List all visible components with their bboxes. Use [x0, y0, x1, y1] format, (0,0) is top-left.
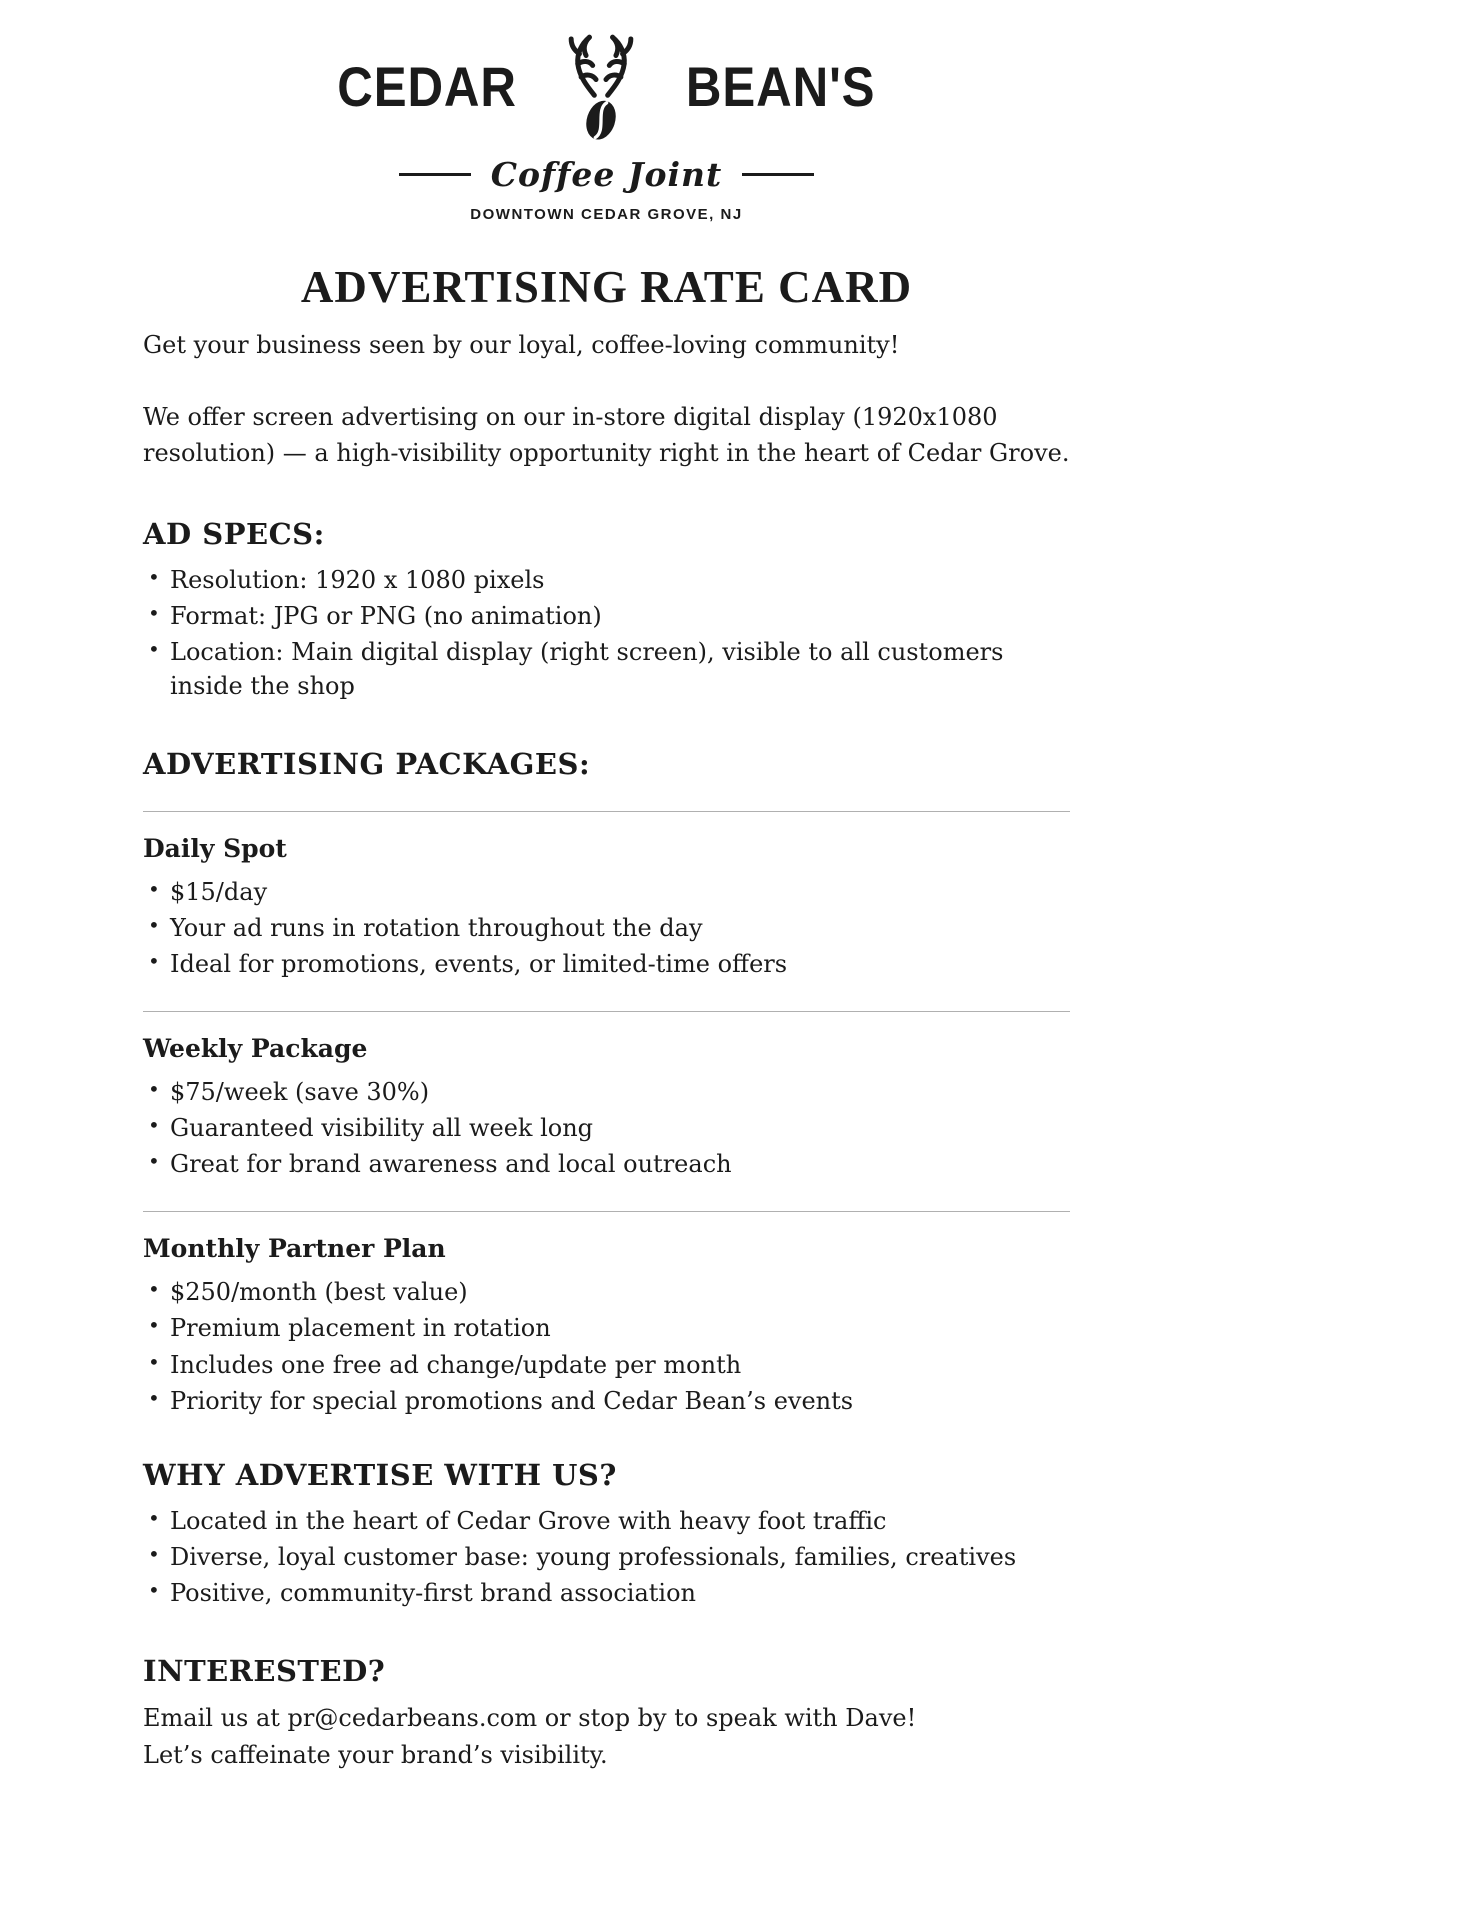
brand-name-left: CEDAR: [337, 55, 517, 118]
bullet-item: • Location: Main digital display (right screen), visible to all customers inside the shop: [143, 635, 1070, 703]
contact-line-email: Email us at pr@cedarbeans.com or stop by to speak with Dave!: [143, 1703, 917, 1732]
bullet-item: • Great for brand awareness and local outreach: [143, 1147, 1070, 1181]
plan-daily-list: [143, 875, 1070, 981]
document-page: [143, 0, 1070, 1774]
bullet-item: • Includes one free ad change/update per month: [143, 1348, 1070, 1382]
tagline-right-dash: [742, 173, 814, 176]
why-advertise-list: [143, 1504, 1070, 1610]
brand-logo: [143, 18, 1070, 223]
why-advertise-heading: WHY ADVERTISE WITH US?: [143, 1457, 617, 1492]
bullet-item: • Format: JPG or PNG (no animation): [143, 599, 1070, 633]
bullet-item: • Located in the heart of Cedar Grove with heavy foot traffic: [143, 1504, 1070, 1538]
plan-daily-spot: [143, 834, 1070, 981]
packages-heading: ADVERTISING PACKAGES:: [143, 746, 591, 781]
brand-name-right: BEAN'S: [685, 55, 876, 118]
bullet-item: • Premium placement in rotation: [143, 1311, 1070, 1345]
page-title: ADVERTISING RATE CARD: [300, 262, 913, 312]
divider: [143, 1011, 1070, 1012]
plan-monthly-partner: [143, 1234, 1070, 1417]
plan-weekly-list: [143, 1075, 1070, 1181]
plan-weekly-package: [143, 1034, 1070, 1181]
ad-specs-heading: AD SPECS:: [143, 516, 325, 551]
bullet-item: • $15/day: [143, 875, 1070, 909]
bullet-item: • Positive, community-first brand association: [143, 1576, 1070, 1610]
plan-name: Daily Spot: [143, 833, 287, 863]
bullet-item: • Diverse, loyal customer base: young professionals, families, creatives: [143, 1540, 1070, 1574]
description-text: We offer screen advertising on our in-store digital display (1920x1080 resolution) — a high-visibility opportunity right in the heart of Cedar Grove.: [143, 402, 1070, 467]
bullet-item: • Ideal for promotions, events, or limited-time offers: [143, 947, 1070, 981]
bullet-item: • Your ad runs in rotation throughout the day: [143, 911, 1070, 945]
brand-logo-row: [143, 22, 1070, 147]
plan-name: Monthly Partner Plan: [143, 1234, 446, 1264]
bullet-item: • $250/month (best value): [143, 1275, 1070, 1309]
bullet-item: • Resolution: 1920 x 1080 pixels: [143, 563, 1070, 597]
plan-monthly-list: [143, 1275, 1070, 1417]
packages-block: [143, 811, 1070, 1418]
brand-location: DOWNTOWN CEDAR GROVE, NJ: [470, 206, 743, 223]
antlers-coffee-bean-icon: [543, 22, 659, 147]
bullet-item: • Priority for special promotions and Cedar Bean’s events: [143, 1384, 1070, 1418]
tagline-left-dash: [399, 173, 471, 176]
brand-tagline: Coffee Joint: [490, 155, 723, 194]
contact-line-slogan: Let’s caffeinate your brand’s visibility.: [143, 1741, 608, 1770]
brand-tagline-row: [143, 155, 1070, 194]
interested-heading: INTERESTED?: [143, 1653, 386, 1688]
coffee-bean-icon: [581, 97, 620, 144]
bullet-item: • $75/week (save 30%): [143, 1075, 1070, 1109]
divider: [143, 811, 1070, 812]
divider: [143, 1211, 1070, 1212]
plan-name: Weekly Package: [143, 1034, 368, 1064]
bullet-item: • Guaranteed visibility all week long: [143, 1111, 1070, 1145]
intro-text: Get your business seen by our loyal, coffee-loving community!: [143, 331, 900, 359]
ad-specs-list: [143, 563, 1070, 703]
